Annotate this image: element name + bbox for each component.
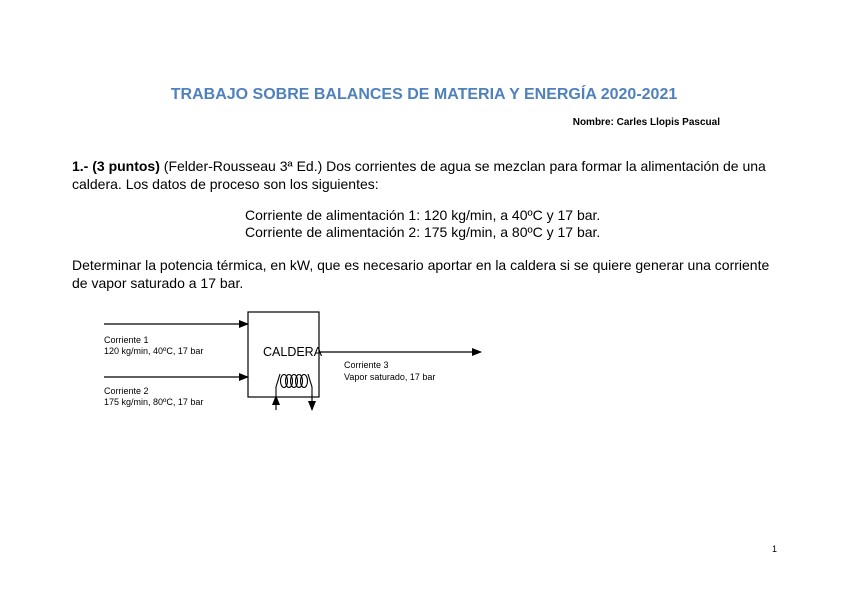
stream-1-conditions: 120 kg/min, 40ºC, 17 bar: [104, 346, 204, 356]
author-name: Nombre: Carles Llopis Pascual: [572, 117, 720, 128]
feed-stream-2: Corriente de alimentación 2: 175 kg/min, a 80ºC y 17 bar.: [245, 224, 601, 240]
problem-number-points: 1.- (3 puntos): [72, 158, 160, 174]
boiler-label: CALDERA: [263, 345, 323, 359]
stream-2-conditions: 175 kg/min, 80ºC, 17 bar: [104, 397, 204, 407]
stream-3-name: Corriente 3: [344, 360, 389, 370]
problem-question: Determinar la potencia térmica, en kW, que es necesario aportar en la caldera si se quiere generar una corriente de vapor saturado a 17 bar.: [72, 257, 770, 291]
stream-1-name: Corriente 1: [104, 335, 149, 345]
problem-statement: [72, 157, 782, 193]
stream-2-name: Corriente 2: [104, 386, 149, 396]
boiler-diagram: [90, 302, 490, 452]
document-title: TRABAJO SOBRE BALANCES DE MATERIA Y ENERGÍA 2020-2021: [170, 86, 678, 103]
page-number: 1: [772, 544, 778, 554]
stream-3-conditions: Vapor saturado, 17 bar: [344, 372, 436, 382]
feed-stream-1: Corriente de alimentación 1: 120 kg/min, a 40ºC y 17 bar.: [245, 207, 601, 223]
problem-text: (Felder-Rousseau 3ª Ed.) Dos corrientes de agua se mezclan para formar la alimentación de una caldera. Los datos de proceso son los siguientes:: [72, 158, 766, 192]
feed-streams-list: [245, 207, 600, 241]
